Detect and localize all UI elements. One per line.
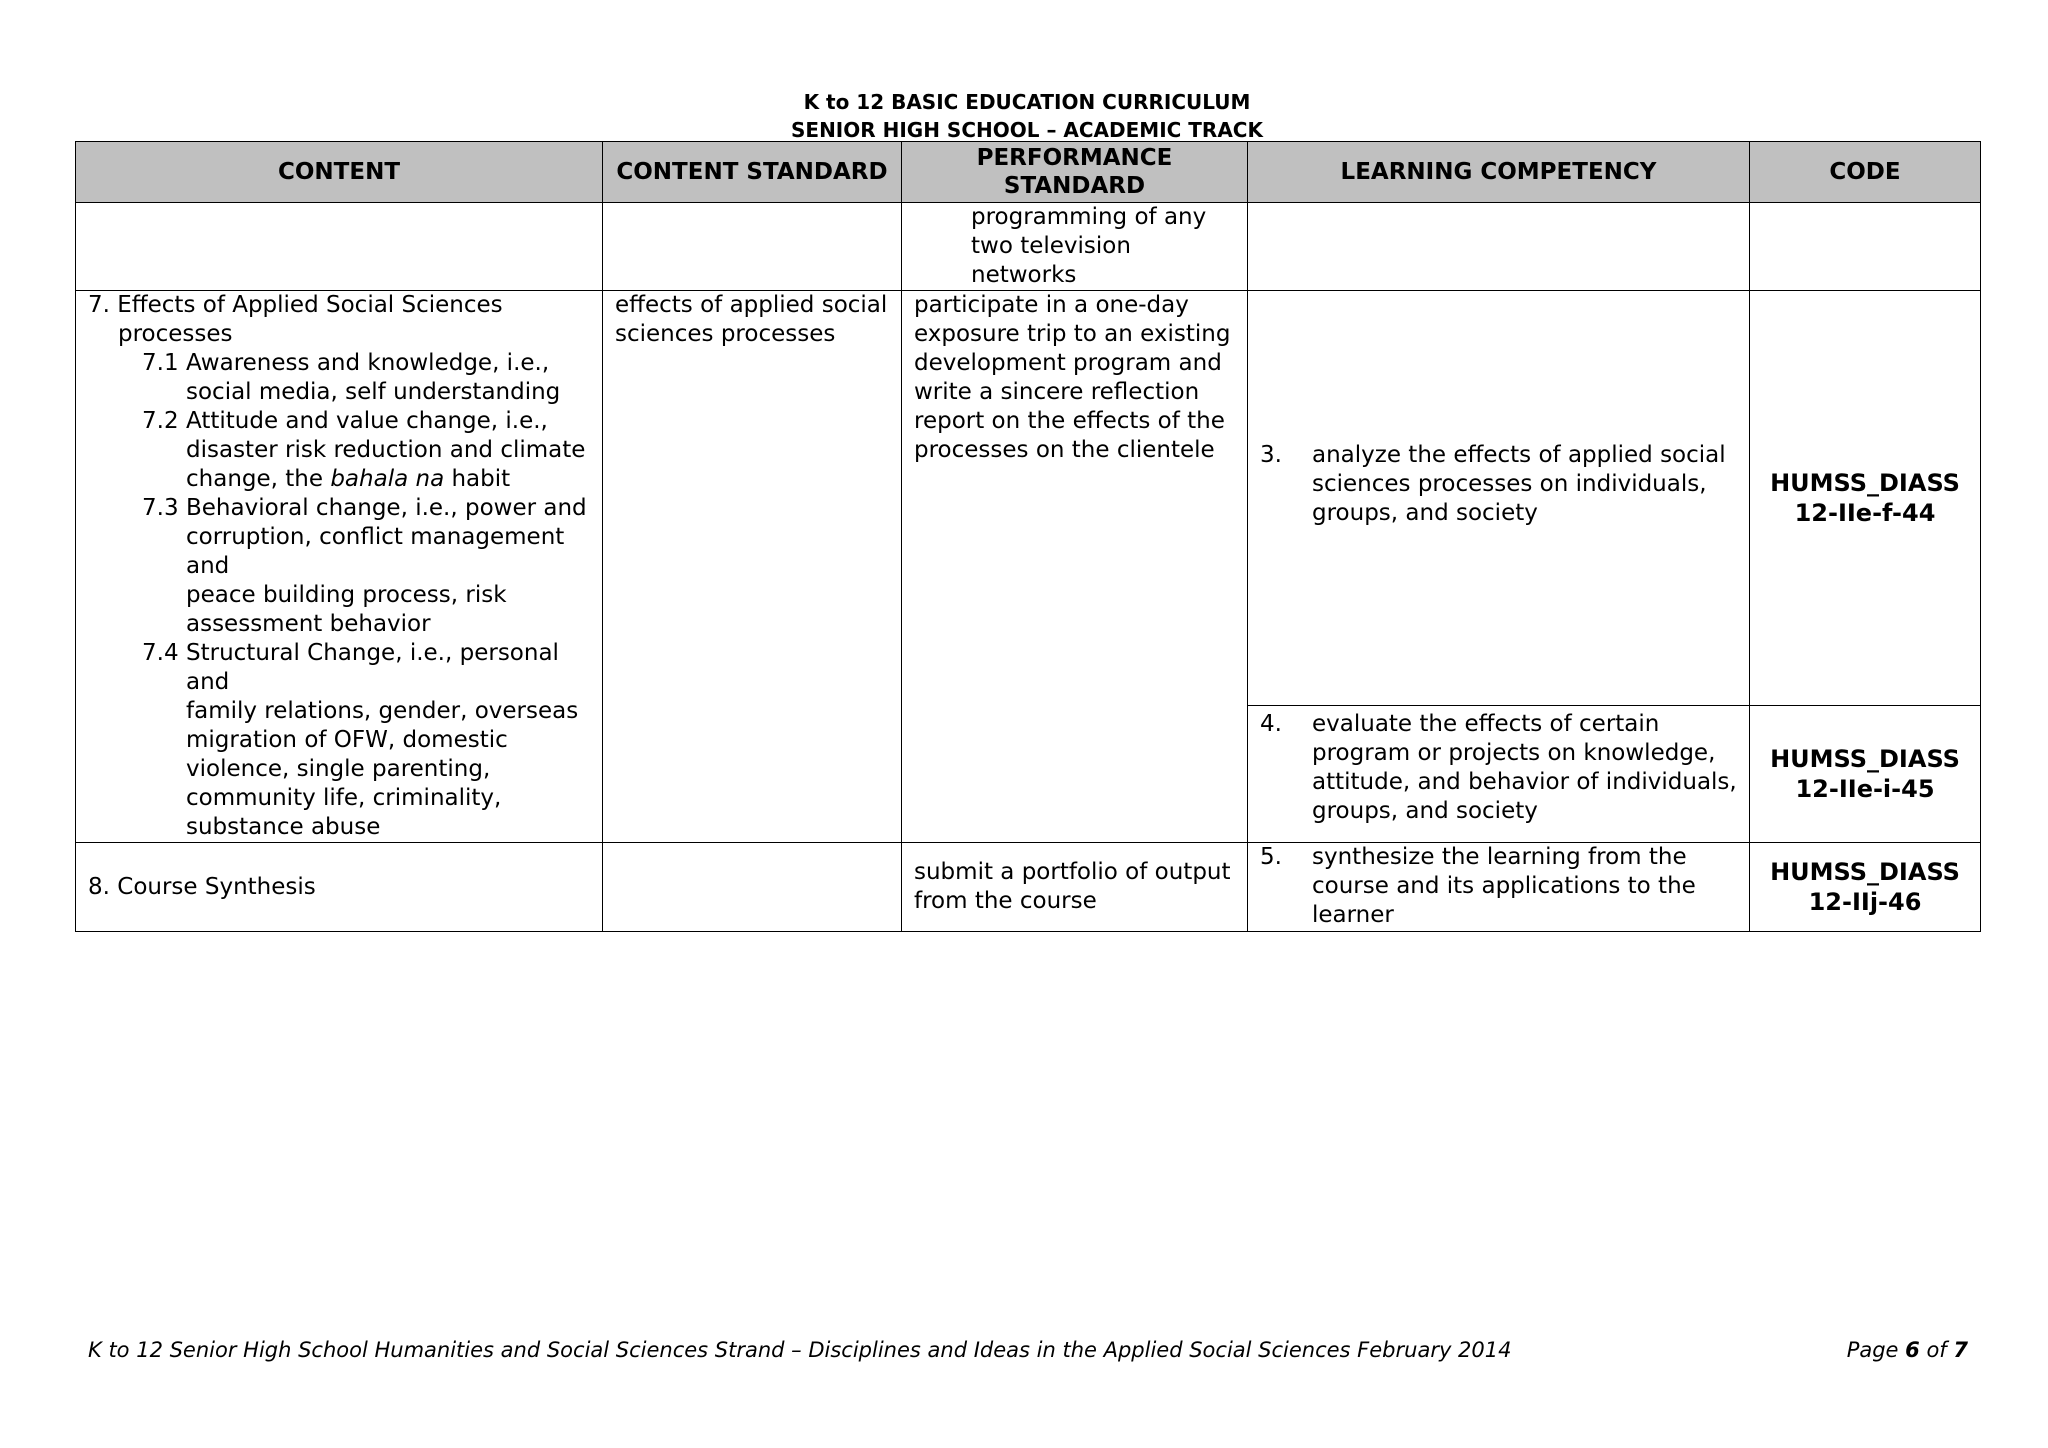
- cell-competency-4: [1248, 706, 1750, 843]
- page-current: 6: [1905, 1338, 1920, 1362]
- page-label: Page: [1846, 1338, 1906, 1362]
- subtopic-text-part: change, the: [186, 466, 331, 492]
- column-header-content-standard: CONTENT STANDARD: [603, 142, 902, 203]
- table-row-continuation: [76, 203, 1981, 291]
- footer-page-number: [1847, 1336, 1968, 1364]
- code-line2: 12-IIe-i-45: [1795, 775, 1935, 804]
- performance-continued-line1: programming of any: [971, 204, 1207, 230]
- page-total: 7: [1953, 1338, 1968, 1362]
- competency-number: 4.: [1260, 711, 1282, 738]
- competency-number: 5.: [1260, 844, 1282, 870]
- column-header-learning-competency: LEARNING COMPETENCY: [1248, 142, 1750, 203]
- header-title-line2: SENIOR HIGH SCHOOL – ACADEMIC TRACK: [791, 118, 1263, 142]
- subtopic-text: Structural Change, i.e., personal and: [186, 640, 559, 695]
- cell-code-44: [1750, 291, 1981, 706]
- cell-code-45: [1750, 706, 1981, 843]
- cell-performance-standard-continued: [902, 203, 1248, 291]
- subtopic-number: 7.1: [142, 350, 179, 376]
- competency-number: 3.: [1260, 442, 1282, 468]
- subtopic-number: 7.2: [142, 408, 179, 434]
- cell-topic-8-performance-standard: submit a portfolio of output from the course: [902, 843, 1248, 932]
- subtopic-text-part: habit: [444, 466, 511, 492]
- subtopic-number: 7.3: [142, 495, 179, 521]
- cell-competency-5: [1248, 843, 1750, 932]
- subtopic-text: community life, criminality,: [186, 785, 502, 811]
- code-line2: 12-IIj-46: [1808, 888, 1922, 916]
- table-row-topic-7: [76, 291, 1981, 706]
- cell-topic-7-content: [76, 291, 603, 843]
- code-line1: HUMSS_DIASS: [1770, 858, 1960, 886]
- competency-text: synthesize the learning from the course and its applications to the learner: [1312, 844, 1696, 928]
- cell-topic-8-content: 8. Course Synthesis: [76, 843, 603, 932]
- subtopic-7-1: [88, 349, 590, 407]
- cell-topic-7-performance-standard: participate in a one-day exposure trip to an existing development program and write a sincere reflection report on the effects of the processes on the clientele: [902, 291, 1248, 843]
- cell-code-empty: [1750, 203, 1981, 291]
- cell-learning-competency-empty: [1248, 203, 1750, 291]
- subtopic-text-italic: bahala na: [330, 466, 445, 492]
- subtopic-text: substance abuse: [186, 814, 381, 840]
- subtopic-text: violence, single parenting,: [186, 756, 491, 782]
- subtopic-text: family relations, gender, overseas: [186, 698, 579, 724]
- column-header-performance-standard: PERFORMANCE STANDARD: [902, 142, 1248, 203]
- competency-item: [1260, 706, 1737, 826]
- subtopic-text: assessment behavior: [186, 611, 431, 637]
- competency-text: analyze the effects of applied social sciences processes on individuals, groups, and society: [1312, 442, 1726, 526]
- subtopic-text: Awareness and knowledge, i.e.,: [186, 350, 550, 376]
- topic-7-title-cont: processes: [118, 321, 233, 347]
- curriculum-table: [75, 141, 1981, 932]
- table-row-topic-8: [76, 843, 1981, 932]
- topic-7-title: 7. Effects of Applied Social Sciences: [88, 292, 503, 318]
- document-header: [75, 88, 1979, 144]
- competency-item: [1260, 843, 1737, 930]
- header-title-line1: K to 12 BASIC EDUCATION CURRICULUM: [803, 90, 1251, 114]
- footer-document-title: K to 12 Senior High School Humanities and Social Sciences Strand – Disciplines and Ideas in the Applied Social Sciences February 2014: [88, 1338, 1512, 1362]
- code-line1: HUMSS_DIASS: [1770, 469, 1960, 498]
- subtopic-number: 7.4: [142, 640, 179, 666]
- table-header-row: [76, 142, 1981, 203]
- code-line1: HUMSS_DIASS: [1770, 745, 1960, 774]
- cell-content-standard-empty: [603, 203, 902, 291]
- code-line2: 12-IIe-f-44: [1794, 499, 1936, 528]
- subtopic-text: [186, 465, 590, 494]
- subtopic-text: Attitude and value change, i.e.,: [186, 408, 548, 434]
- page-of: of: [1919, 1338, 1954, 1362]
- subtopic-text: migration of OFW, domestic: [186, 727, 508, 753]
- cell-code-46: [1750, 843, 1981, 932]
- subtopic-text: social media, self understanding: [186, 379, 561, 405]
- competency-item: [1260, 291, 1737, 528]
- subtopic-text: corruption, conflict management and: [186, 524, 565, 579]
- column-header-code: CODE: [1750, 142, 1981, 203]
- cell-topic-7-content-standard: effects of applied social sciences processes: [603, 291, 902, 843]
- cell-content-empty: [76, 203, 603, 291]
- subtopic-text: Behavioral change, i.e., power and: [186, 495, 587, 521]
- performance-continued-line2: two television networks: [971, 233, 1131, 288]
- subtopic-7-3: [88, 494, 590, 639]
- subtopic-7-4: [88, 639, 590, 842]
- cell-topic-8-content-standard: [603, 843, 902, 932]
- column-header-content: CONTENT: [76, 142, 603, 203]
- subtopic-text: disaster risk reduction and climate: [186, 437, 586, 463]
- subtopic-7-2: [88, 407, 590, 494]
- cell-competency-3: [1248, 291, 1750, 706]
- subtopic-text: peace building process, risk: [186, 582, 507, 608]
- competency-text: evaluate the effects of certain program or projects on knowledge, attitude, and behavior of individuals, groups, and society: [1312, 711, 1737, 825]
